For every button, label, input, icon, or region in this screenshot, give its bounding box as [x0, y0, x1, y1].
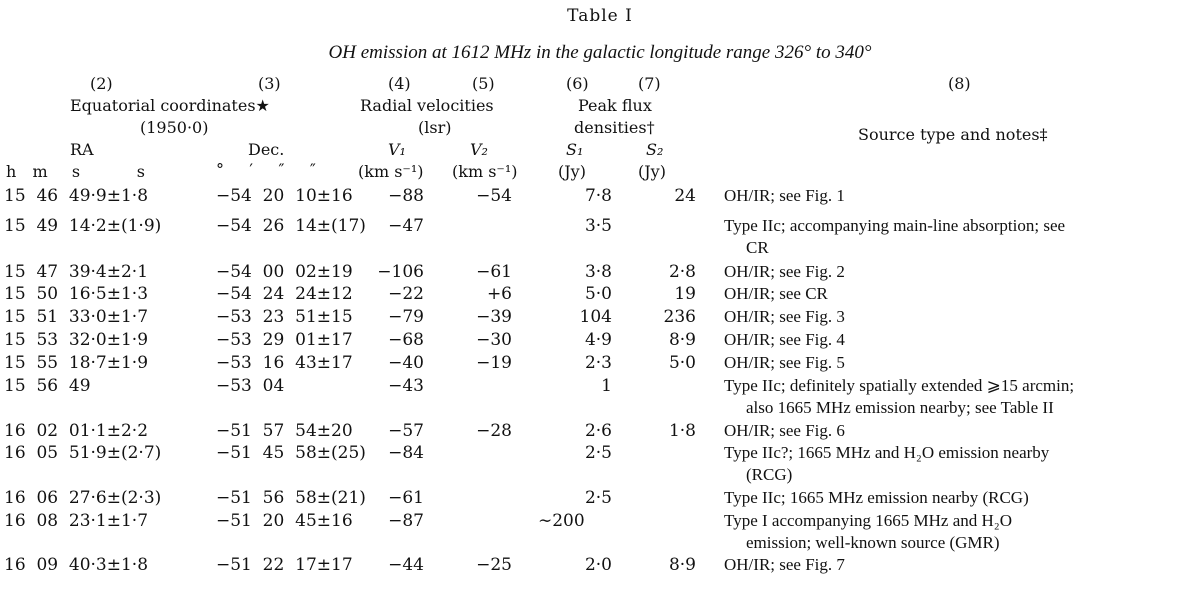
coordinates-header: Equatorial coordinates★ [70, 96, 270, 115]
notes-cell: OH/IR; see CR [724, 284, 828, 303]
col3-number: (3) [258, 74, 281, 93]
s2-cell: 5·0 [668, 353, 696, 373]
notes-cell: Type IIc?; 1665 MHz and H₂O emission nearby [724, 443, 1050, 462]
notes-cell: also 1665 MHz emission nearby; see Table II [746, 398, 1054, 417]
notes-cell: Type I accompanying 1665 MHz and H₂O [724, 511, 1012, 530]
v2-cell: −25 [476, 555, 512, 575]
s2-cell: 2·8 [668, 262, 696, 282]
v2-cell: −30 [476, 330, 512, 350]
s2-cell: 19 [674, 284, 696, 304]
notes-cell: OH/IR; see Fig. 6 [724, 421, 845, 440]
s1-cell: 2·3 [584, 353, 612, 373]
s1-cell: 2·0 [584, 555, 612, 575]
s1-cell: 2·5 [584, 488, 612, 508]
dec-cell: −51 56 58±(21) [216, 488, 366, 508]
v2-cell: −61 [476, 262, 512, 282]
s2-cell: 24 [674, 186, 696, 206]
v2-units: (km s⁻¹) [452, 162, 518, 181]
v2-cell: −19 [476, 353, 512, 373]
dec-units: ° ′ ″ ″ [216, 160, 316, 179]
v1-cell: −43 [388, 376, 424, 396]
notes-cell: OH/IR; see Fig. 2 [724, 262, 845, 281]
v2-cell: −54 [476, 186, 512, 206]
s1-cell: 4·9 [584, 330, 612, 350]
ra-cell: 15 56 49 [4, 376, 91, 396]
notes-cell: OH/IR; see Fig. 1 [724, 186, 845, 205]
v2-cell: −39 [476, 307, 512, 327]
v1-cell: −84 [388, 443, 424, 463]
dec-cell: −54 24 24±12 [216, 284, 353, 304]
velocities-header: Radial velocities [360, 96, 494, 115]
notes-cell: (RCG) [746, 465, 793, 484]
dec-cell: −51 22 17±17 [216, 555, 353, 575]
ra-cell: 15 49 14·2±(1·9) [4, 216, 162, 236]
ra-cell: 16 06 27·6±(2·3) [4, 488, 162, 508]
dec-cell: −54 20 10±16 [216, 186, 353, 206]
ra-cell: 15 47 39·4±2·1 [4, 262, 149, 282]
notes-header: Source type and notes‡ [858, 125, 1048, 144]
v1-cell: −44 [388, 555, 424, 575]
s1-cell: 7·8 [584, 186, 612, 206]
s1-cell: 2·5 [584, 443, 612, 463]
s1-cell: 3·8 [584, 262, 612, 282]
notes-cell: CR [746, 238, 769, 257]
v1-cell: −61 [388, 488, 424, 508]
ra-cell: 16 05 51·9±(2·7) [4, 443, 162, 463]
dec-cell: −53 29 01±17 [216, 330, 353, 350]
v2-cell: +6 [486, 284, 512, 304]
s1-cell: 104 [579, 307, 612, 327]
notes-cell: Type IIc; 1665 MHz emission nearby (RCG) [724, 488, 1029, 507]
s2-units: (Jy) [638, 162, 666, 181]
ra-units: h m s s [6, 162, 145, 181]
notes-cell: OH/IR; see Fig. 4 [724, 330, 845, 349]
ra-cell: 16 09 40·3±1·8 [4, 555, 149, 575]
s2-cell: 8·9 [668, 555, 696, 575]
ra-cell: 16 08 23·1±1·7 [4, 511, 149, 531]
ra-cell: 16 02 01·1±2·2 [4, 421, 149, 441]
v1-cell: −40 [388, 353, 424, 373]
v2-cell: −28 [476, 421, 512, 441]
s2-cell: 1·8 [668, 421, 696, 441]
ra-cell: 15 55 18·7±1·9 [4, 353, 149, 373]
v1-cell: −68 [388, 330, 424, 350]
s1-cell: ∼200 [538, 511, 585, 531]
notes-cell: emission; well-known source (GMR) [746, 533, 1000, 552]
dec-cell: −54 00 02±19 [216, 262, 353, 282]
dec-cell: −54 26 14±(17) [216, 216, 366, 236]
v1-cell: −22 [388, 284, 424, 304]
col2-number: (2) [90, 74, 113, 93]
s1-label: S₁ [566, 140, 584, 159]
dec-label: Dec. [248, 140, 285, 159]
s1-units: (Jy) [558, 162, 586, 181]
dec-cell: −51 57 54±20 [216, 421, 353, 441]
dec-cell: −53 23 51±15 [216, 307, 353, 327]
table-caption: OH emission at 1612 MHz in the galactic longitude range 326° to 340° [328, 42, 872, 63]
v1-cell: −87 [388, 511, 424, 531]
dec-cell: −51 45 58±(25) [216, 443, 366, 463]
ra-cell: 15 50 16·5±1·3 [4, 284, 149, 304]
dec-cell: −51 20 45±16 [216, 511, 353, 531]
s1-cell: 5·0 [584, 284, 612, 304]
flux-header: Peak flux [578, 96, 652, 115]
dec-cell: −53 04 [216, 376, 285, 396]
epoch-label: (1950·0) [140, 118, 209, 137]
notes-cell: OH/IR; see Fig. 7 [724, 555, 845, 574]
v1-label: V₁ [388, 140, 406, 159]
v1-units: (km s⁻¹) [358, 162, 424, 181]
table-title: Table I [567, 6, 633, 26]
notes-cell: OH/IR; see Fig. 3 [724, 307, 845, 326]
ra-cell: 15 53 32·0±1·9 [4, 330, 149, 350]
notes-cell: Type IIc; accompanying main-line absorption; see [724, 216, 1066, 235]
col7-number: (7) [638, 74, 661, 93]
v1-cell: −88 [388, 186, 424, 206]
v1-cell: −47 [388, 216, 424, 236]
v1-cell: −79 [388, 307, 424, 327]
s1-cell: 1 [601, 376, 612, 396]
s2-cell: 236 [663, 307, 696, 327]
s1-cell: 3·5 [584, 216, 612, 236]
s1-cell: 2·6 [584, 421, 612, 441]
col6-number: (6) [566, 74, 589, 93]
v2-label: V₂ [470, 140, 488, 159]
velocities-header-2: (lsr) [418, 118, 452, 137]
v1-cell: −106 [377, 262, 424, 282]
col5-number: (5) [472, 74, 495, 93]
s2-cell: 8·9 [668, 330, 696, 350]
col8-number: (8) [948, 74, 971, 93]
flux-header-2: densities† [574, 118, 655, 137]
ra-cell: 15 46 49·9±1·8 [4, 186, 149, 206]
notes-cell: OH/IR; see Fig. 5 [724, 353, 845, 372]
v1-cell: −57 [388, 421, 424, 441]
ra-label: RA [70, 140, 94, 159]
notes-cell: Type IIc; definitely spatially extended ⩾15 arcmin; [724, 376, 1075, 395]
col4-number: (4) [388, 74, 411, 93]
ra-cell: 15 51 33·0±1·7 [4, 307, 149, 327]
dec-cell: −53 16 43±17 [216, 353, 353, 373]
s2-label: S₂ [646, 140, 664, 159]
